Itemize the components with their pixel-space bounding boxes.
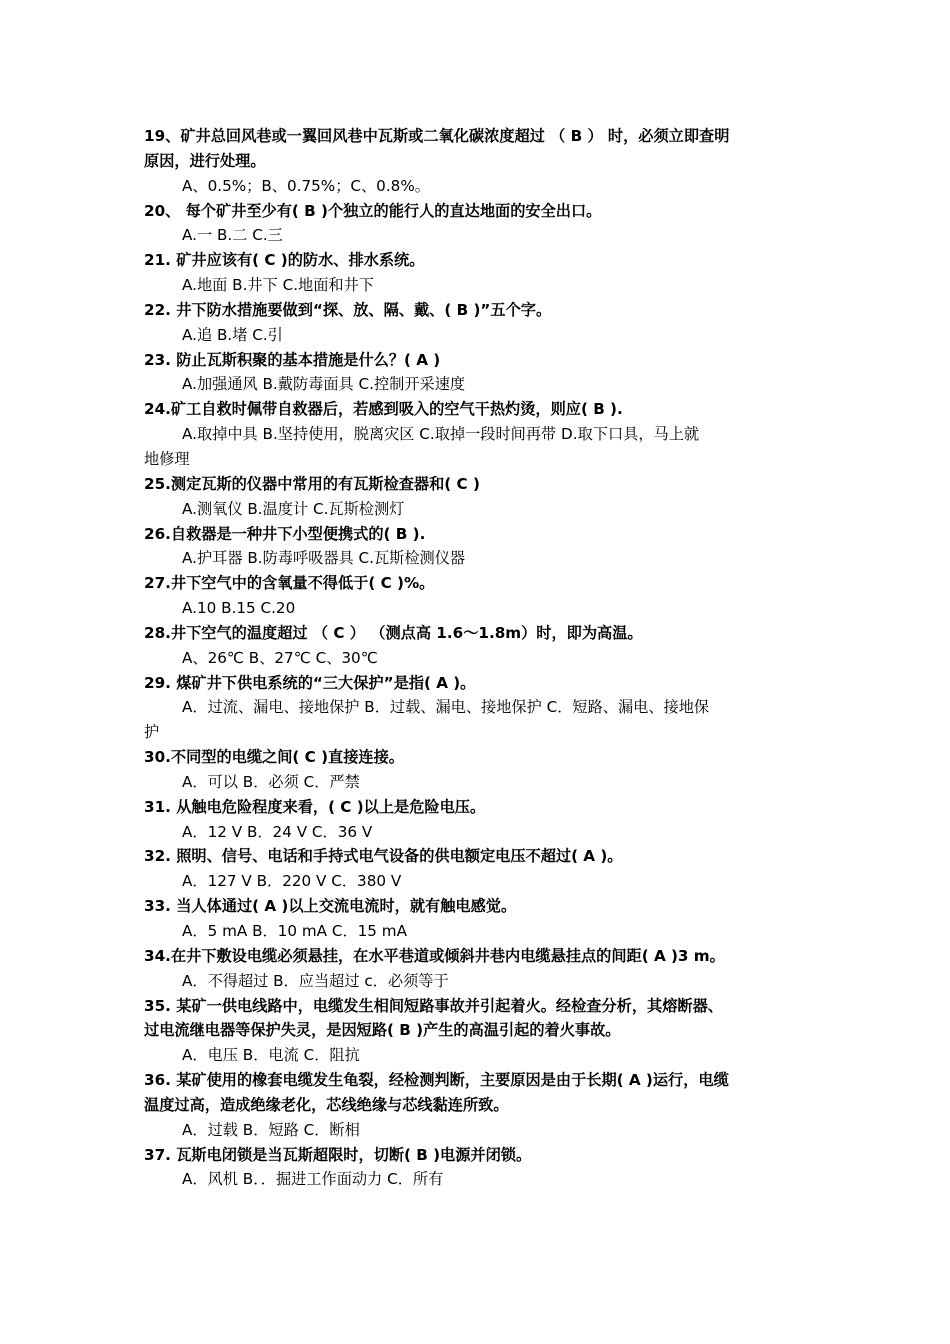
question-line: 22. 井下防水措施要做到“探、放、隔、戴、( B )”五个字。 — [144, 300, 552, 319]
question-line: 34.在井下敷设电缆必须悬挂，在水平巷道或倾斜井巷内电缆悬挂点的间距( A )3 m。 — [144, 946, 725, 965]
options-line: A、26℃ B、27℃ C、30℃ — [182, 648, 378, 667]
question-line: 25.测定瓦斯的仪器中常用的有瓦斯检查器和( C ) — [144, 474, 480, 493]
options-line: A．可以 B．必须 C．严禁 — [182, 772, 360, 791]
question-line: 29. 煤矿井下供电系统的“三大保护”是指( A )。 — [144, 673, 476, 692]
question-line: 26.自救器是一种井下小型便携式的( B ). — [144, 524, 426, 543]
options-line: A.一 B.二 C.三 — [182, 226, 283, 245]
question-continuation-line: 温度过高，造成绝缘老化，芯线绝缘与芯线黏连所致。 — [144, 1095, 509, 1114]
options-line: A.测氧仪 B.温度计 C.瓦斯检测灯 — [182, 499, 405, 518]
options-line: A、0.5%；B、0.75%；C、0.8%。 — [182, 176, 430, 195]
options-line: A．5 mA B．10 mA C．15 mA — [182, 922, 407, 940]
question-line: 27.井下空气中的含氧量不得低于( C )%。 — [144, 574, 435, 593]
options-line: A.护耳器 B.防毒呼吸器具 C.瓦斯检测仪器 — [182, 549, 466, 568]
options-line: A.10 B.15 C.20 — [182, 599, 296, 618]
options-line: A.地面 B.井下 C.地面和井下 — [182, 276, 374, 295]
question-line: 35. 某矿一供电线路中，电缆发生相间短路事故并引起着火。经检查分析，其熔断器、 — [144, 996, 723, 1015]
options-line: A．风机 B．．掘进工作面动力 C．所有 — [182, 1170, 444, 1189]
question-line: 30.不同型的电缆之间( C )直接连接。 — [144, 748, 404, 767]
question-line: 23. 防止瓦斯积聚的基本措施是什么？( A ) — [144, 350, 441, 369]
question-line: 33. 当人体通过( A )以上交流电流时，就有触电感觉。 — [144, 897, 517, 916]
question-line: 24.矿工自救时佩带自救器后，若感到吸入的空气干热灼烫，则应( B ). — [144, 400, 623, 419]
question-line: 36. 某矿使用的橡套电缆发生龟裂，经检测判断，主要原因是由于长期( A )运行，电缆 — [144, 1071, 729, 1090]
question-line: 31. 从触电危险程度来看，( C )以上是危险电压。 — [144, 797, 486, 816]
options-line: A．不得超过 B．应当超过 c．必须等于 — [182, 971, 449, 990]
options-continuation-line: 护 — [144, 723, 160, 742]
question-line: 21. 矿井应该有( C )的防水、排水系统。 — [144, 251, 425, 270]
options-line: A．12 V B．24 V C．36 V — [182, 822, 373, 841]
options-line: A．电压 B．电流 C．阻抗 — [182, 1046, 360, 1065]
question-line: 32. 照明、信号、电话和手持式电气设备的供电额定电压不超过( A )。 — [144, 847, 623, 866]
question-continuation-line: 过电流继电器等保护失灵，是因短路( B )产生的高温引起的着火事故。 — [144, 1021, 621, 1040]
question-line: 28.井下空气的温度超过 （ C ） （测点高 1.6～1.8m）时，即为高温。 — [144, 623, 643, 642]
options-continuation-line: 地修理 — [144, 449, 190, 468]
options-line: A．过载 B．短路 C．断相 — [182, 1120, 360, 1139]
question-line: 20、 每个矿井至少有( B )个独立的能行人的直达地面的安全出口。 — [144, 201, 602, 220]
question-line: 37. 瓦斯电闭锁是当瓦斯超限时，切断( B )电源并闭锁。 — [144, 1145, 532, 1164]
options-line: A．127 V B．220 V C．380 V — [182, 872, 402, 891]
options-line: A.取掉中具 B.坚持使用，脱离灾区 C.取掉一段时间再带 D.取下口具，马上就 — [182, 425, 700, 444]
options-line: A.加强通风 B.戴防毒面具 C.控制开采速度 — [182, 375, 466, 394]
question-line: 19、矿井总回风巷或一翼回风巷中瓦斯或二氧化碳浓度超过 （ B ） 时，必须立即查明 — [144, 127, 730, 145]
question-continuation-line: 原因，进行处理。 — [144, 151, 266, 170]
document-page — [144, 124, 814, 1192]
options-line: A.追 B.堵 C.引 — [182, 325, 283, 344]
options-line: A．过流、漏电、接地保护 B．过载、漏电、接地保护 C．短路、漏电、接地保 — [182, 698, 710, 717]
